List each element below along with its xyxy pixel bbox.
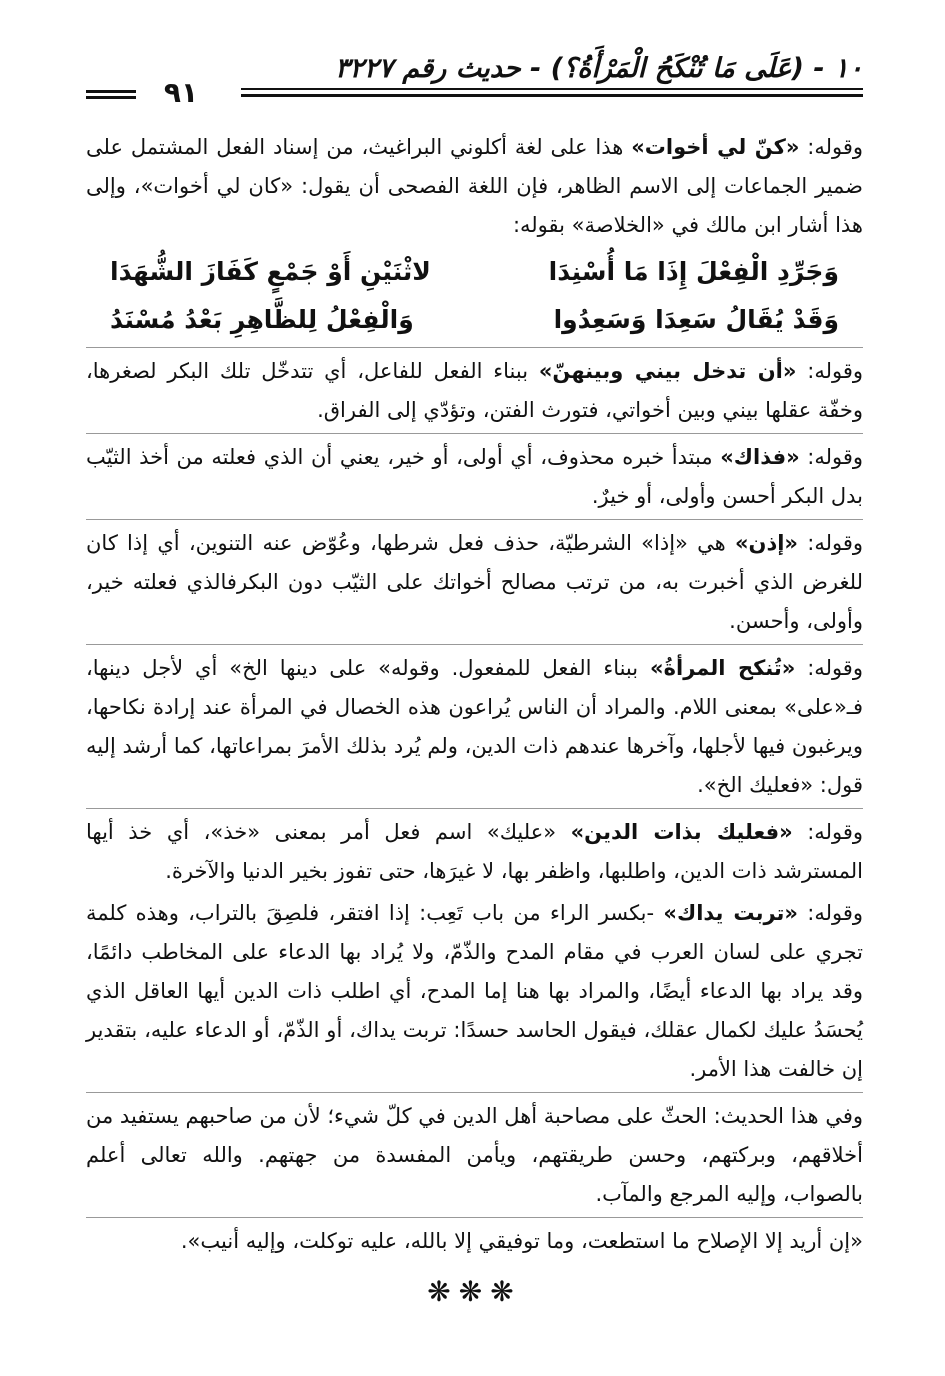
paragraph: وقوله: «تُنكح المرأةُ» ببناء الفعل للمفعول. وقوله» على دينها الخ» أي لأجل دينها، فـ«على» بمعنى اللام. والمراد أن الناس يُراعون هذه الخصال في المرأة عند إرادة نكاحها، ويرغبون فيها لأجلها، وآخرها عندهم ذات الدين، ولم يُرد بذلك الأمرَ بمراعاتها، كما أرشد إليه قول: «فعليك الخ». (86, 656, 863, 797)
divider (86, 1092, 863, 1093)
page-number-rules (86, 90, 136, 102)
paragraph: وفي هذا الحديث: الحثّ على مصاحبة أهل الدين في كلّ شيء؛ لأن من صاحبهم يستفيد من أخلاقهم، وبركتهم، وحسن طريقتهم، ويأمن المفسدة من جهتهم. والله تعالى أعلم بالصواب، وإليه المرجع والمآب. (86, 1104, 863, 1206)
running-title: ١٠ - (عَلَى مَا تُنْكَحُ الْمَرْأَةُ؟) - حديث رقم ٣٢٢٧ (335, 53, 863, 84)
keyword: «تُنكح المرأةُ» (650, 656, 796, 680)
divider (86, 808, 863, 809)
verse-second-hemistich: وَالْفِعْلُ لِلظَّاهِرِ بَعْدُ مُسْنَدُ (110, 305, 414, 334)
page-number: ٩١ (163, 76, 199, 109)
verse-first-hemistich: وَجَرِّدِ الْفِعْلَ إِذَا مَا أُسْنِدَا (548, 257, 839, 286)
page-body (86, 128, 863, 1308)
verse-line (86, 296, 863, 344)
divider (86, 519, 863, 520)
keyword: «كنّ لي أخوات» (631, 135, 800, 159)
paragraph: وقوله: «كنّ لي أخوات» هذا على لغة أكلوني البراغيث، من إسناد الفعل المشتمل على ضمير الجماعات إلى الاسم الظاهر، فإن اللغة الفصحى أن يقول: «كان لي أخوات»، وإلى هذا أشار ابن مالك في «الخلاصة» بقوله: (86, 135, 864, 237)
page-header (86, 52, 863, 112)
paragraph: وقوله: «فذاك» مبتدأ خبره محذوف، أي أولى، أو خير، يعني أن الذي فعلته من أخذ الثيّب بدل البكر أحسن وأولى، أو خيرٌ. (86, 445, 864, 508)
verse-line (86, 248, 863, 296)
keyword: «تربت يداك» (663, 901, 798, 925)
header-rule (241, 94, 863, 97)
paragraph: وقوله: «فعليك بذات الدين» «عليك» اسم فعل أمر بمعنى «خذ»، أي خذ أيها المسترشد ذات الدين، واطلبها، واظفر بها، لا غيرَها، حتى تفوز بخير الدنيا والآخرة. (86, 820, 863, 883)
verse-second-hemistich: لاثْنَيْنِ أَوْ جَمْعٍ كَفَازَ الشُّهَدَا (110, 257, 431, 286)
keyword: «فذاك» (720, 445, 800, 469)
divider (86, 347, 863, 348)
keyword: «إذن» (734, 531, 798, 555)
divider (86, 644, 863, 645)
keyword: «أن تدخل بيني وبينهنّ» (538, 359, 797, 383)
keyword: «فعليك بذات الدين» (570, 820, 793, 844)
closing-quote: «إن أريد إلا الإصلاح ما استطعت، وما توفيقي إلا بالله، عليه توكلت، وإليه أنيب». (180, 1229, 863, 1253)
paragraph: وقوله: «أن تدخل بيني وبينهنّ» ببناء الفعل للفاعل، أي تتدخّل تلك البكر لصغرها، وخفّة عقلها بيني وبين أخواتي، فتورث الفتن، وتؤدّي إلى الفراق. (86, 359, 863, 422)
end-ornament: ❋❋❋ (427, 1275, 522, 1308)
header-rule (241, 88, 863, 90)
divider (86, 1217, 863, 1218)
verse-first-hemistich: وَقَدْ يُقَالُ سَعِدَا وَسَعِدُوا (553, 305, 839, 334)
divider (86, 433, 863, 434)
paragraph: وقوله: «إذن» هي «إذا» الشرطيّة، حذف فعل شرطها، وعُوّض عنه التنوين، أي إذا كان للغرض الذي أخبرت به، من ترتب مصالح أخواتك على الثيّب دون البكرفالذي فعلته خير، وأولى، وأحسن. (86, 531, 864, 633)
paragraph: وقوله: «تربت يداك» -بكسر الراء من باب تَعِب: إذا افتقر، فلصِقَ بالتراب، وهذه كلمة تجري على لسان العرب في مقام المدح والذّمّ، ولا يُراد بها الدعاء على المخاطب دائمًا، وقد يراد بها الدعاء أيضًا، والمراد بها هنا إما المدح، أي اطلب ذات الدين أيها العاقل الذي يُحسَدُ عليك لكمال عقلك، فيقول الحاسد حسدًا: تربت يداك، أو الذّمّ، أو الدعاء عليه، بتقدير إن خالفت هذا الأمر. (86, 901, 864, 1081)
